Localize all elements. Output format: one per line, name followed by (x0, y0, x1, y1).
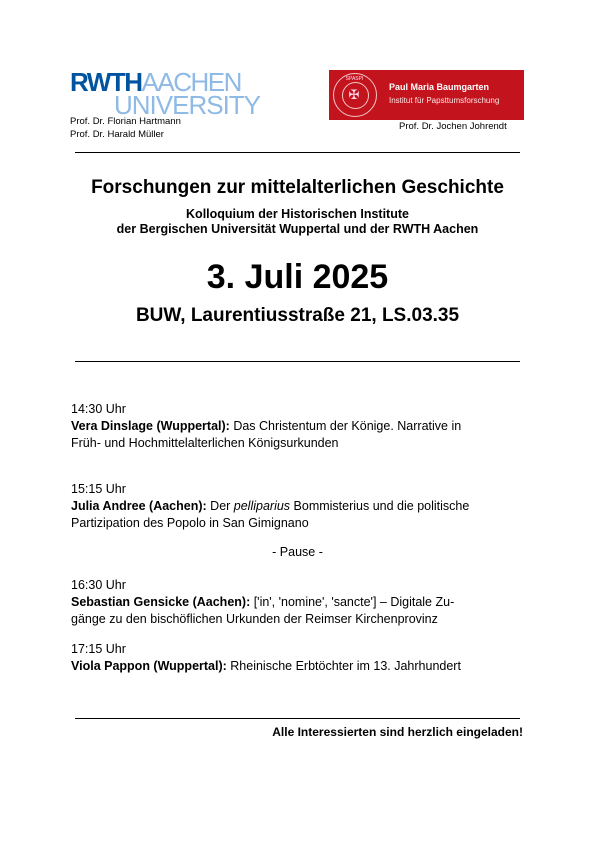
right-professor: Prof. Dr. Jochen Johrendt (399, 121, 507, 132)
cross-icon: ✠ (348, 87, 360, 102)
program-talk: Bommisterius und die politische (290, 499, 470, 513)
program-speaker: Viola Pappon (Wuppertal): (71, 659, 227, 673)
subtitle-line: Kolloquium der Historischen Institute (186, 207, 409, 221)
program-item (71, 577, 526, 628)
program-item (71, 401, 526, 452)
seal-icon (333, 73, 377, 117)
program-speaker: Vera Dinslage (Wuppertal): (71, 419, 230, 433)
program-talk: Partizipation des Popolo in San Gimignano (71, 516, 309, 530)
program-talk: Der (206, 499, 234, 513)
event-date: 3. Juli 2025 (206, 258, 389, 296)
professor-name: Prof. Dr. Florian Hartmann (70, 116, 181, 127)
program-time: 16:30 Uhr (71, 578, 126, 592)
program-speaker: Julia Andree (Aachen): (71, 499, 207, 513)
event-subtitle (0, 207, 595, 237)
left-professors (70, 116, 181, 141)
program-talk: Rheinische Erbtöchter im 13. Jahrhundert (226, 659, 461, 673)
program-talk: Früh- und Hochmittelalterlichen Königsurkunden (71, 436, 339, 450)
rwth-logo-word2: AACHEN (141, 67, 241, 97)
program-talk: Das Christentum der Könige. Narrative in (229, 419, 462, 433)
program-time: 14:30 Uhr (71, 402, 126, 416)
pause-label: - Pause - (272, 545, 323, 559)
program-item (71, 481, 526, 532)
page-title: Forschungen zur mittelalterlichen Geschichte (91, 177, 504, 198)
program-time: 17:15 Uhr (71, 642, 126, 656)
program-item (71, 641, 526, 675)
seal-text: SPASPI (345, 76, 364, 82)
professor-name: Prof. Dr. Harald Müller (70, 128, 164, 140)
closing-invitation: Alle Interessierten sind herzlich eingeladen! (272, 725, 523, 739)
rwth-logo-word1: RWTH (70, 67, 142, 97)
program-talk: ['in', 'nomine', 'sancte'] – Digitale Zu- (250, 595, 455, 609)
program-time: 15:15 Uhr (71, 482, 126, 496)
pmb-logo-title: Paul Maria Baumgarten (389, 82, 490, 92)
subtitle-line: der Bergischen Universität Wuppertal und der RWTH Aachen (116, 222, 479, 236)
program-talk: gänge zu den bischöflichen Urkunden der Reimser Kirchenprovinz (71, 612, 438, 626)
divider (75, 152, 520, 153)
pmb-logo-subtitle: Institut für Papsttumsforschung (389, 96, 500, 105)
rwth-aachen-logo (70, 67, 261, 120)
divider (75, 361, 520, 362)
program-talk-italic: pelliparius (233, 499, 291, 513)
program-speaker: Sebastian Gensicke (Aachen): (71, 595, 251, 609)
rwth-logo-word3: UNIVERSITY (114, 90, 261, 120)
divider (75, 718, 520, 719)
pmb-institute-logo (329, 70, 524, 120)
event-location: BUW, Laurentiusstraße 21, LS.03.35 (135, 305, 460, 326)
